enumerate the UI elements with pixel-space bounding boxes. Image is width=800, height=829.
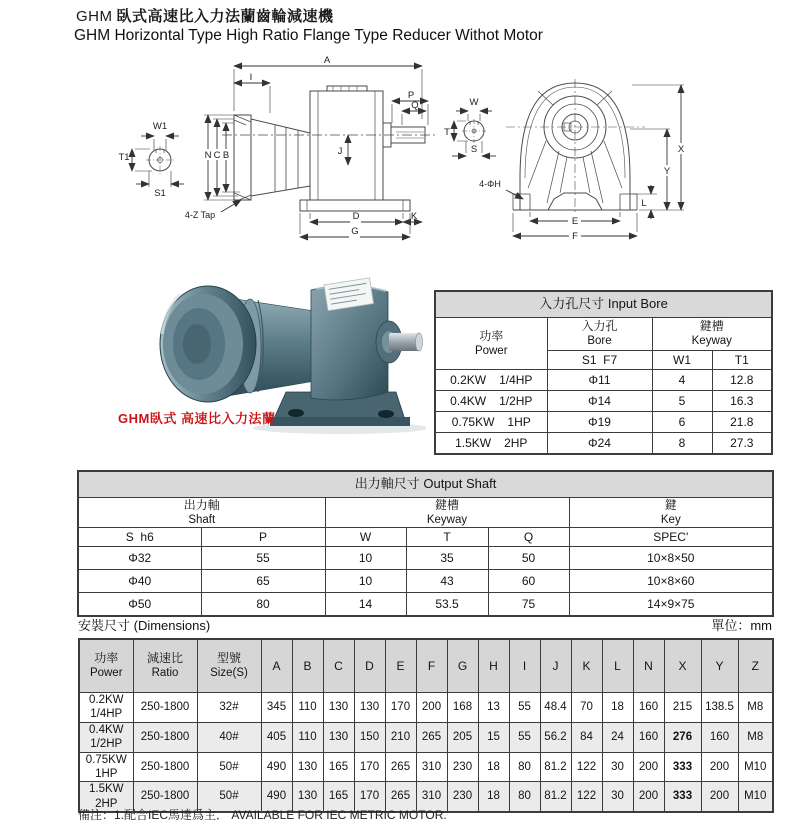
dim-cell: 130 — [292, 782, 323, 812]
subcol-s: S h6 — [78, 528, 201, 547]
col-header-bore — [547, 318, 652, 351]
dim-cell: 84 — [571, 722, 602, 752]
dim-col-header: Z — [738, 639, 773, 693]
dim-cell: 170 — [354, 752, 385, 782]
dim-col-header: I — [509, 639, 540, 693]
dim-cell: 138.5 — [701, 693, 738, 723]
ratio-cell: 250-1800 — [133, 782, 197, 812]
dim-col-header: G — [447, 639, 478, 693]
spec-cell: 10×8×60 — [569, 570, 773, 593]
power-zh: 功率 — [94, 651, 119, 666]
dim-col-header: L — [602, 639, 633, 693]
spec-cell: 10×8×50 — [569, 547, 773, 570]
dim-label-A: A — [323, 55, 331, 66]
dim-col-header: D — [354, 639, 385, 693]
output-shaft-row — [78, 547, 773, 570]
page-title-zh-text: 臥式高速比入力法蘭齒輪減速機 — [116, 8, 334, 25]
dim-cell: 310 — [416, 782, 447, 812]
front-view-dimensions — [452, 85, 684, 236]
q-cell: 50 — [488, 547, 569, 570]
dim-cell: M10 — [738, 752, 773, 782]
bore-cell: Φ14 — [547, 391, 652, 412]
dim-cell: 130 — [323, 693, 354, 723]
dim-cell: 200 — [416, 693, 447, 723]
dim-cell: 30 — [602, 752, 633, 782]
kw: 1.5KW — [455, 435, 492, 450]
power-en: Power — [474, 344, 508, 357]
p-cell: 65 — [201, 570, 325, 593]
dim-cell: 110 — [292, 722, 323, 752]
dim-label-Q: Q — [411, 100, 419, 111]
dim-label-S1: S1 — [154, 188, 166, 199]
page-title-zh — [76, 5, 334, 26]
dim-col-header: X — [664, 639, 701, 693]
dim-cell: 200 — [633, 752, 664, 782]
dim-label-J: J — [337, 146, 343, 157]
power-zh: 功率 — [479, 328, 504, 343]
dimensions-heading: 安裝尺寸 (Dimensions) — [78, 618, 211, 633]
dim-label-I: I — [249, 72, 253, 83]
model-code: GHM — [76, 8, 113, 25]
ratio-cell: 250-1800 — [133, 722, 197, 752]
side-view-drawing — [146, 86, 435, 211]
size-cell: 32# — [197, 693, 261, 723]
dim-label-S: S — [470, 144, 478, 155]
dim-cell: 130 — [354, 693, 385, 723]
q-cell: 75 — [488, 593, 569, 617]
s-cell: Φ50 — [78, 593, 201, 617]
page-title-en: GHM Horizontal Type High Ratio Flange Type Reducer Withot Motor — [74, 27, 543, 44]
col-header-ratio — [133, 639, 197, 693]
col-header-key — [569, 498, 773, 528]
bore-cell: Φ11 — [547, 370, 652, 391]
bore-cell: Φ24 — [547, 433, 652, 455]
dim-label-C: C — [213, 150, 221, 161]
t1-cell: 27.3 — [712, 433, 772, 455]
dim-col-header: J — [540, 639, 571, 693]
key-zh: 鍵 — [664, 498, 677, 512]
dim-cell: 150 — [354, 722, 385, 752]
dim-cell: 48.4 — [540, 693, 571, 723]
dim-cell: 333 — [664, 752, 701, 782]
holes-label: 4-ΦH — [479, 179, 501, 189]
col-header-size — [197, 639, 261, 693]
power-cell — [79, 693, 133, 723]
dim-cell: 160 — [633, 693, 664, 723]
bore-cell: Φ19 — [547, 412, 652, 433]
dim-cell: 55 — [509, 722, 540, 752]
t1-cell: 16.3 — [712, 391, 772, 412]
subcol-t: T — [406, 528, 488, 547]
subcol-t1: T1 — [712, 351, 772, 370]
dim-cell: 265 — [385, 782, 416, 812]
dim-cell: 168 — [447, 693, 478, 723]
kw: 0.2KW — [88, 694, 124, 706]
dim-cell: M10 — [738, 782, 773, 812]
shaft-en: Shaft — [188, 514, 216, 526]
power-cell — [435, 370, 547, 391]
dim-cell: 130 — [323, 722, 354, 752]
dim-col-header: B — [292, 639, 323, 693]
dim-col-header: C — [323, 639, 354, 693]
dim-label-L: L — [641, 198, 647, 209]
dim-cell: 165 — [323, 782, 354, 812]
dim-cell: 13 — [478, 693, 509, 723]
power-cell — [79, 722, 133, 752]
dim-cell: 81.2 — [540, 752, 571, 782]
t1-cell: 21.8 — [712, 412, 772, 433]
s-cell: Φ32 — [78, 547, 201, 570]
size-zh: 型號 — [216, 651, 241, 666]
dimensions-table — [78, 638, 774, 813]
input-bore-title: 入力孔尺寸 Input Bore — [435, 291, 772, 318]
dim-label-X: X — [677, 144, 685, 155]
t-cell: 35 — [406, 547, 488, 570]
bore-en: Bore — [587, 335, 612, 348]
dim-label-Y: Y — [663, 166, 671, 177]
power-cell — [435, 391, 547, 412]
dim-cell: 160 — [633, 722, 664, 752]
dim-cell: 110 — [292, 693, 323, 723]
dim-cell: 230 — [447, 752, 478, 782]
col-header-keyway — [325, 498, 569, 528]
subcol-w1: W1 — [652, 351, 712, 370]
dim-cell: 276 — [664, 722, 701, 752]
dim-cell: 81.2 — [540, 782, 571, 812]
dim-label-W1: W1 — [152, 121, 168, 132]
dim-label-W: W — [469, 97, 479, 108]
input-bore-table — [434, 290, 773, 455]
w1-cell: 8 — [652, 433, 712, 455]
dim-cell: 230 — [447, 782, 478, 812]
dim-col-header: A — [261, 639, 292, 693]
dim-cell: 265 — [416, 722, 447, 752]
dim-col-header: H — [478, 639, 509, 693]
dim-label-N: N — [204, 150, 212, 161]
subcol-q: Q — [488, 528, 569, 547]
dim-cell: 130 — [292, 752, 323, 782]
w1-cell: 5 — [652, 391, 712, 412]
dim-cell: 215 — [664, 693, 701, 723]
kw: 0.75KW — [451, 414, 495, 429]
keyway-zh: 鍵槽 — [699, 319, 724, 334]
ratio-en: Ratio — [151, 667, 179, 680]
output-shaft-title: 出力軸尺寸 Output Shaft — [78, 471, 773, 498]
w1-cell: 4 — [652, 370, 712, 391]
hp: 1/2HP — [499, 393, 533, 408]
spec-cell: 14×9×75 — [569, 593, 773, 617]
col-header-power — [79, 639, 133, 693]
dimensions-header-row — [79, 639, 773, 693]
dim-cell: 122 — [571, 782, 602, 812]
keyway-en: Keyway — [691, 335, 732, 348]
dim-cell: 15 — [478, 722, 509, 752]
dim-cell: 56.2 — [540, 722, 571, 752]
power-en: Power — [89, 667, 123, 680]
dim-cell: 345 — [261, 693, 292, 723]
dim-label-E: E — [571, 216, 579, 227]
output-shaft-row — [78, 593, 773, 617]
dim-cell: 200 — [701, 752, 738, 782]
dim-cell: 170 — [385, 693, 416, 723]
dim-label-B: B — [222, 150, 230, 161]
dim-col-header: N — [633, 639, 664, 693]
dim-cell: 18 — [478, 752, 509, 782]
dim-cell: M8 — [738, 722, 773, 752]
t1-cell: 12.8 — [712, 370, 772, 391]
q-cell: 60 — [488, 570, 569, 593]
unit-label: 單位：mm — [711, 618, 772, 633]
dim-label-D: D — [352, 211, 360, 222]
w-cell: 10 — [325, 570, 406, 593]
input-bore-row — [435, 433, 772, 455]
dim-col-header: F — [416, 639, 447, 693]
dim-label-G: G — [351, 226, 359, 237]
shaft-zh: 出力軸 — [183, 498, 220, 512]
s-cell: Φ40 — [78, 570, 201, 593]
w-cell: 10 — [325, 547, 406, 570]
dim-cell: 490 — [261, 782, 292, 812]
keyway-zh: 鍵槽 — [434, 498, 459, 512]
kw: 0.75KW — [85, 753, 127, 766]
p-cell: 55 — [201, 547, 325, 570]
output-shaft-row — [78, 570, 773, 593]
dim-col-header: E — [385, 639, 416, 693]
dim-cell: 18 — [478, 782, 509, 812]
dim-label-F: F — [572, 231, 578, 242]
dim-cell: 170 — [354, 782, 385, 812]
dim-cell: 18 — [602, 693, 633, 723]
dim-cell: 122 — [571, 752, 602, 782]
output-shaft-table — [77, 470, 774, 617]
kw: 0.4KW — [450, 393, 487, 408]
w1-cell: 6 — [652, 412, 712, 433]
dimensions-row — [79, 752, 773, 782]
dim-cell: 200 — [701, 782, 738, 812]
kw: 0.2KW — [450, 372, 487, 387]
dim-label-P: P — [407, 90, 415, 101]
t-cell: 43 — [406, 570, 488, 593]
p-cell: 80 — [201, 593, 325, 617]
size-cell: 40# — [197, 722, 261, 752]
size-en: Size(S) — [210, 667, 248, 680]
key-en: Key — [660, 514, 681, 526]
subcol-spec: SPEC' — [569, 528, 773, 547]
dim-cell: 70 — [571, 693, 602, 723]
input-bore-row — [435, 391, 772, 412]
ratio-zh: 減速比 — [146, 651, 183, 666]
hp: 1/4HP — [90, 708, 123, 721]
dimensions-row — [79, 722, 773, 752]
col-header-power — [435, 318, 547, 370]
hp: 1/4HP — [499, 372, 533, 387]
hp: 1HP — [95, 767, 118, 780]
hp: 2HP — [504, 435, 528, 450]
size-cell: 50# — [197, 752, 261, 782]
size-cell: 50# — [197, 782, 261, 812]
dim-cell: 30 — [602, 782, 633, 812]
dim-cell: 333 — [664, 782, 701, 812]
technical-drawings — [70, 53, 770, 258]
dim-cell: 24 — [602, 722, 633, 752]
power-cell — [79, 752, 133, 782]
kw: 1.5KW — [88, 783, 124, 796]
hp: 1/2HP — [90, 738, 123, 751]
dim-cell: 265 — [385, 752, 416, 782]
w-cell: 14 — [325, 593, 406, 617]
input-bore-row — [435, 370, 772, 391]
power-cell — [435, 433, 547, 455]
footer-note: 備注：1.配合IEC馬達爲主． AVAILABLE FOR IEC METRIC MOTOR. — [78, 808, 447, 822]
dim-cell: 310 — [416, 752, 447, 782]
dim-cell: 80 — [509, 782, 540, 812]
dim-cell: 200 — [633, 782, 664, 812]
dim-label-K: K — [410, 211, 418, 222]
ratio-cell: 250-1800 — [133, 752, 197, 782]
dim-label-T1: T1 — [118, 152, 130, 163]
dim-cell: M8 — [738, 693, 773, 723]
dim-cell: 55 — [509, 693, 540, 723]
col-header-shaft — [78, 498, 325, 528]
t-cell: 53.5 — [406, 593, 488, 617]
dim-col-header: K — [571, 639, 602, 693]
dim-cell: 210 — [385, 722, 416, 752]
front-view-drawing — [462, 79, 645, 215]
subcol-w: W — [325, 528, 406, 547]
dimensions-row — [79, 693, 773, 723]
dim-col-header: Y — [701, 639, 738, 693]
dim-cell: 80 — [509, 752, 540, 782]
keyway-en: Keyway — [426, 514, 468, 526]
ratio-cell: 250-1800 — [133, 693, 197, 723]
subcol-p: P — [201, 528, 325, 547]
photo-caption: GHM臥式 高速比入力法蘭 — [118, 411, 276, 426]
subcol-s1f7: S1 F7 — [547, 351, 652, 370]
power-cell — [435, 412, 547, 433]
dim-cell: 160 — [701, 722, 738, 752]
input-bore-row — [435, 412, 772, 433]
dim-label-T: T — [444, 127, 450, 138]
bore-zh: 入力孔 — [581, 319, 618, 334]
col-header-keyway — [652, 318, 772, 351]
hp: 1HP — [507, 414, 531, 429]
tap-label: 4-Z Tap — [184, 210, 216, 220]
hp: 2HP — [95, 797, 118, 810]
dim-cell: 205 — [447, 722, 478, 752]
dim-cell: 405 — [261, 722, 292, 752]
dim-cell: 490 — [261, 752, 292, 782]
dim-cell: 165 — [323, 752, 354, 782]
kw: 0.4KW — [88, 723, 124, 736]
